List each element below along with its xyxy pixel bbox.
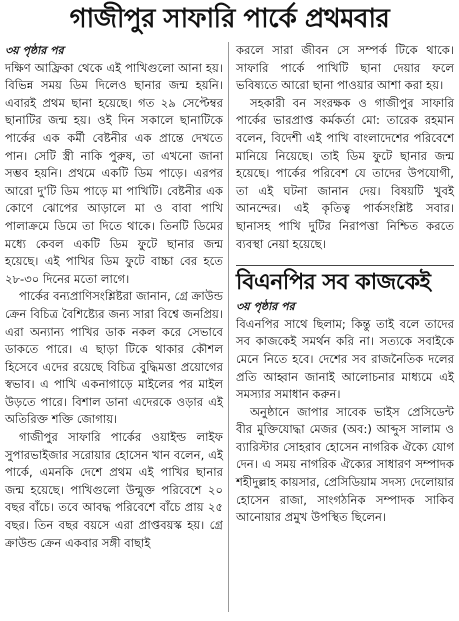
jump-line: ৩য় পৃষ্ঠার পর (236, 300, 295, 314)
paragraph: সহকারী বন সংরক্ষক ও গাজীপুর সাফারি পার্কের ভারপ্রাপ্ত কর্মকর্তা মো: তারেক রহমান বলেন, বিদেশী এই পাখি বাংলাদেশের পরিবেশে মানিয়ে নিয়েছে। তাই ডিম ফুটে ছানার জন্ম হয়েছে। পার্কের পরিবেশ যে তাদের উপযোগী, তা এই ঘটনা জানান দেয়। বিষয়টি খুবই আনন্দের। এই কৃতিত্ব পার্কসংশ্লিষ্ট সবার। ছানাসহ পাখি দুটির নিরাপত্তা নিশ্চিত করতে ব্যবস্থা নেয়া হয়েছে। (236, 95, 454, 251)
paragraph: গাজীপুর সাফারি পার্কের ওয়াইল্ড লাইফ সুপারভাইজার সরোয়ার হোসেন খান বলেন, এই পার্কে, এমনকি দেশে প্রথম এই পাখির ছানার জন্ম হয়েছে। পাখিগুলো উন্মুক্ত পরিবেশে ২০ বছর বাঁচে। তবে আবদ্ধ পরিবেশে বাঁচে প্রায় ২৫ বছর। তিন বছর বয়সে এরা প্রাপ্তবয়স্ক হয়। গ্রে ক্রাউন্ড ক্রেন একবার সঙ্গী বাছাই (5, 430, 223, 550)
paragraph: অনুষ্ঠানে জাপার সাবেক ভাইস প্রেসিডেন্ট বীর মুক্তিযোদ্ধা মেজর (অব:) আব্দুস সালাম ও ব্যারিস্টার সোহরাব হোসেন নাগরিক ঐক্যে যোগ দেন। এ সময় নাগরিক ঐক্যের সাধারণ সম্পাদক শহীদুল্লাহ কায়সার, প্রেসিডিয়াম সদস্য দেলোয়ার হোসেন রাজা, সাংগঠনিক সম্পাদক সাকিব আনোয়ার প্রমুখ উপস্থিত ছিলেন। (236, 404, 454, 525)
sub-headline: বিএনপির সব কাজকেই (236, 265, 454, 298)
right-column (236, 42, 454, 527)
paragraph: দক্ষিণ আফ্রিকা থেকে এই পাখিগুলো আনা হয়। বিভিন্ন সময় ডিম দিলেও ছানার জন্ম হয়নি। এবারই প্রথম ছানা হয়েছে। গত ২৯ সেপ্টেম্বর ছানাটির জন্ম হয়। ওই দিন সকালে ছানাটিকে পার্কের এক কর্মী বেষ্টনীর এক প্রান্তে দেখতে পান। সেটি স্ত্রী নাকি পুরুষ, তা এখনো জানা সম্ভব হয়নি। প্রথমে একটি ডিম পাড়ে। এরপর আরো দু'টি ডিম পাড়ে মা পাখিটি। বেষ্টনীর এক কোণে ঝোপের আড়ালে মা ও বাবা পাখি পালাক্রমে ডিমে তা দিতে থাকে। তিনটি ডিমের মধ্যে কেবল একটি ডিম ফুটে ছানার জন্ম হয়েছে। এই পাখির ডিম ফুটে বাচ্চা বের হতে ২৮-৩০ দিনের মতো লাগে। (5, 60, 223, 286)
jump-line: ৩য় পৃষ্ঠার পর (5, 44, 64, 57)
column-divider (228, 42, 229, 612)
paragraph: বিএনপির সাথে ছিলাম; কিন্তু তাই বলে তাদের সব কাজকেই সমর্থন করি না। সত্যকে সবাইকে মেনে নিতে হবে। দেশের সব রাজনৈতিক দলের প্রতি আহ্বান জানাই আলোচনার মাধ্যমে এই সমস্যার সমাধান করুন। (236, 316, 454, 402)
paragraph: করলে সারা জীবন সে সম্পর্ক টিকে থাকে। সাফারি পার্কে পাখিটি ছানা দেয়ার ফলে ভবিষ্যতে আরো ছানা পাওয়ার আশা করা হয়। (236, 43, 454, 93)
headline: গাজীপুর সাফারি পার্কে প্রথমবার (69, 4, 390, 34)
left-column (5, 42, 223, 552)
paragraph: পার্কের বন্যপ্রাণিসংশ্লিষ্টরা জানান, গ্রে ক্রাউন্ড ক্রেন বিচিত্র বৈশিষ্ট্যের জন্য সারা বিশ্বে জনপ্রিয়। এরা অন্যান্য পাখির ডাক নকল করে সেভাবে ডাকতে পারে। এ ছাড়া টিকে থাকার কৌশল হিসেবে এদের রয়েছে বিচিত্র বুদ্ধিমত্তা প্রয়োগের স্বভাব। এ পাখি একনাগাড়ে মাইলের পর মাইল উড়তে পারে। বিশাল ডানা এদেরকে ওড়ার এই অতিরিক্ত শক্তি জোগায়। (5, 289, 223, 427)
